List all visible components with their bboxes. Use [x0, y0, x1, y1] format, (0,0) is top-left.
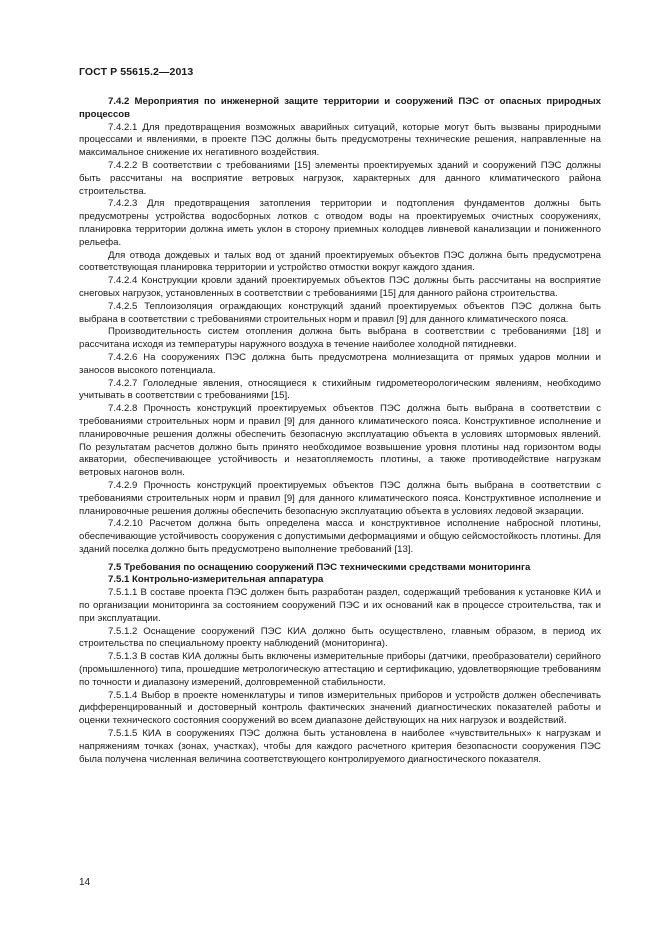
paragraph: 7.4.2.1 Для предотвращения возможных аварийных ситуаций, которые могут быть вызваны природными процессами и явлениями, в проекте ПЭС должны быть предусмотрены технические решения, направленные на максимальное снижение их негативного воздействия. — [79, 121, 601, 159]
page-number: 14 — [79, 877, 91, 888]
paragraph: 7.5.1.5 КИА в сооружениях ПЭС должна быть установлена в наиболее «чувствительных» к нагрузкам и напряжениям точках (зонах, участках), чтобы для каждого расчетного критерия безопасности сооружения ПЭС была получена численная величина соответствующего контролируемого диагностического показателя. — [79, 728, 601, 765]
paragraph: 7.4.2.8 Прочность конструкций проектируемых объектов ПЭС должна быть выбрана в соответствии с требованиями строительных норм и правил [9] для данного климатического пояса. Конструктивное исполнение и планировочные решения должны обеспечить безопасную эксплуатацию объекта в условиях штормовых явлений. По результатам расчетов должно быть принято необходимое возвышение уровня плотины над горизонтом воды акватории, обеспечивающее устойчивость и незатопляемость плотины, а также противодействие нагрузкам ветровых нагонов волн. — [79, 403, 601, 479]
paragraph: 7.4.2.5 Теплоизоляция ограждающих конструкций зданий проектируемых объектов ПЭС должна быть выбрана в соответствии с требованиями строительных норм и правил [9] для данного климатического пояса. — [79, 300, 601, 325]
section-heading: 7.4.2 Мероприятия по инженерной защите территории и сооружений ПЭС от опасных природных процессов — [79, 96, 601, 120]
paragraph: 7.5.1.1 В составе проекта ПЭС должен быть разработан раздел, содержащий требования к установке КИА и по организации мониторинга за состоянием сооружений ПЭС и их оснований как в процессе строительства, так и при эксплуатации. — [79, 587, 601, 624]
paragraph: 7.4.2.10 Расчетом должна быть определена масса и конструктивное исполнение набросной плотины, обеспечивающие устойчивость сооружения с допустимыми деформациями и общую сейсмостойкость плотины. Для зданий поселка должно быть предусмотрено выполнение требований [13]. — [79, 518, 601, 555]
paragraph: 7.4.2.2 В соответствии с требованиями [15] элементы проектируемых зданий и сооружений ПЭС должны быть рассчитаны на восприятие ветровых нагрузок, характерных для данного климатического района строительства. — [79, 159, 601, 197]
paragraph: 7.4.2.6 На сооружениях ПЭС должна быть предусмотрена молниезащита от прямых ударов молнии и заносов высокого потенциала. — [79, 351, 601, 376]
paragraph: 7.4.2.9 Прочность конструкций проектируемых объектов ПЭС должна быть выбрана в соответствии с требованиями строительных норм и правил [9] для данного климатического пояса. Конструктивное исполнение и планировочные решения должны обеспечить безопасную эксплуатацию объекта в условиях ледовой экзарации. — [79, 479, 601, 517]
document-body — [79, 96, 601, 766]
document-header: ГОСТ Р 55615.2—2013 — [79, 66, 194, 78]
paragraph: 7.5.1.4 Выбор в проекте номенклатуры и типов измерительных приборов и устройств должен обеспечивать дифференцированный и достоверный контроль фактических значений диагностических показателей работы и оценки технического состояния сооружений во всем диапазоне действующих на них нагрузок и воздействий. — [79, 689, 601, 727]
paragraph: Для отвода дождевых и талых вод от зданий проектируемых объектов ПЭС должна быть предусмотрена соответствующая планировка территории и устройство отмостки вокруг каждого здания. — [79, 249, 601, 274]
paragraph: 7.5.1.3 В состав КИА должны быть включены измерительные приборы (датчики, преобразователи) серийного (промышленного) типа, прошедшие метрологическую аттестацию и сертификацию, удовлетворяющие требованиям по точности и диапазону измерений, долговременной стабильности. — [79, 651, 601, 688]
paragraph: Производительность систем отопления должна быть выбрана в соответствии с требованиями [18] и рассчитана исходя из температуры наружного воздуха в течение наиболее холодной пятидневки. — [79, 326, 601, 351]
paragraph: 7.5.1.2 Оснащение сооружений ПЭС КИА должно быть осуществлено, главным образом, в период их строительства по специальному проекту наблюдений (мониторинга). — [79, 625, 601, 650]
paragraph: 7.4.2.3 Для предотвращения затопления территории и подтопления фундаментов должны быть предусмотрены устройства водосборных лотков с отводом воды на проектируемых очистных сооружениях, планировка территории должна иметь уклон в сторону приемных колодцев ливневой канализации и пониженного рельефа. — [79, 198, 601, 248]
section-heading: 7.5 Требования по оснащению сооружений ПЭС техническими средствами мониторинга — [108, 561, 531, 573]
paragraph: 7.4.2.7 Гололедные явления, относящиеся к стихийным гидрометеорологическим явлениям, необходимо учитывать в соответствии с требованиями [15]. — [79, 377, 601, 402]
section-heading: 7.5.1 Контрольно-измерительная аппаратура — [108, 574, 324, 586]
paragraph: 7.4.2.4 Конструкции кровли зданий проектируемых объектов ПЭС должны быть рассчитаны на восприятие снеговых нагрузок, установленных в соответствии с требованиями [15] для данного района строительства. — [79, 275, 601, 299]
